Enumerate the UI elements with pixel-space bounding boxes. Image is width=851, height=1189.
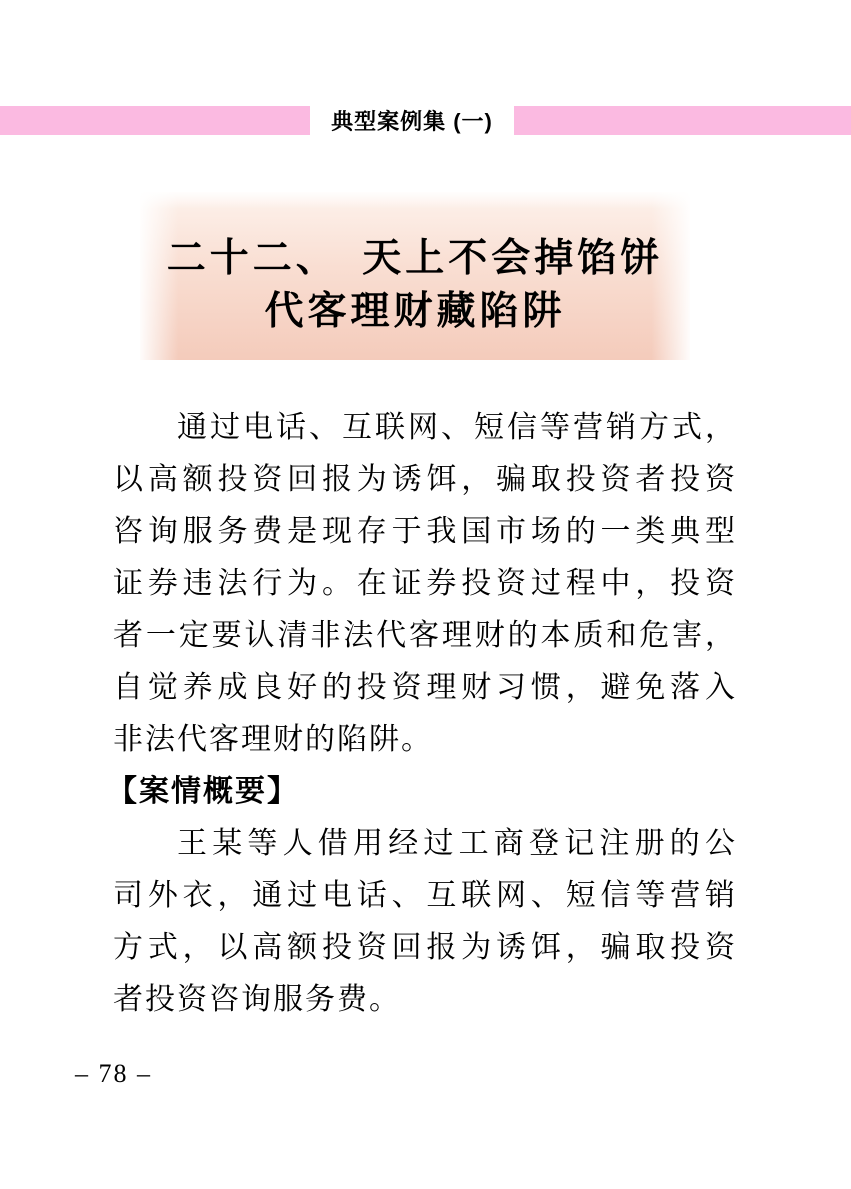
running-head-bar-right bbox=[514, 106, 851, 135]
chapter-title-block bbox=[140, 192, 690, 360]
paragraph2-line: 王某等人借用经过工商登记注册的公 bbox=[177, 827, 737, 860]
paragraph2-line: 司外衣，通过电话、互联网、短信等营销 bbox=[113, 879, 737, 912]
paragraph1-line: 通过电话、互联网、短信等营销方式， bbox=[177, 411, 737, 444]
chapter-title-line-1: 二十二、 天上不会掉馅饼 bbox=[166, 237, 664, 280]
paragraph2-line: 者投资咨询服务费。 bbox=[113, 983, 401, 1016]
running-head-bar-left bbox=[0, 106, 310, 135]
page-number: – 78 – bbox=[75, 1059, 152, 1088]
paragraph2-line: 方式，以高额投资回报为诱饵，骗取投资 bbox=[113, 931, 737, 964]
running-head-title: 典型案例集 (一) bbox=[331, 109, 493, 134]
paragraph1-line: 以高额投资回报为诱饵，骗取投资者投资 bbox=[113, 463, 737, 496]
paragraph1-line: 者一定要认清非法代客理财的本质和危害， bbox=[113, 619, 737, 652]
paragraph1-line: 非法代客理财的陷阱。 bbox=[113, 723, 433, 756]
paragraph1-line: 咨询服务费是现存于我国市场的一类典型 bbox=[113, 515, 737, 548]
body-text bbox=[107, 402, 737, 1026]
paragraph1-line: 自觉养成良好的投资理财习惯，避免落入 bbox=[113, 671, 737, 704]
section-header: 【案情概要】 bbox=[107, 775, 299, 808]
chapter-title-line-2: 代客理财藏陷阱 bbox=[264, 290, 566, 333]
paragraph1-line: 证券违法行为。在证券投资过程中，投资 bbox=[113, 567, 737, 600]
